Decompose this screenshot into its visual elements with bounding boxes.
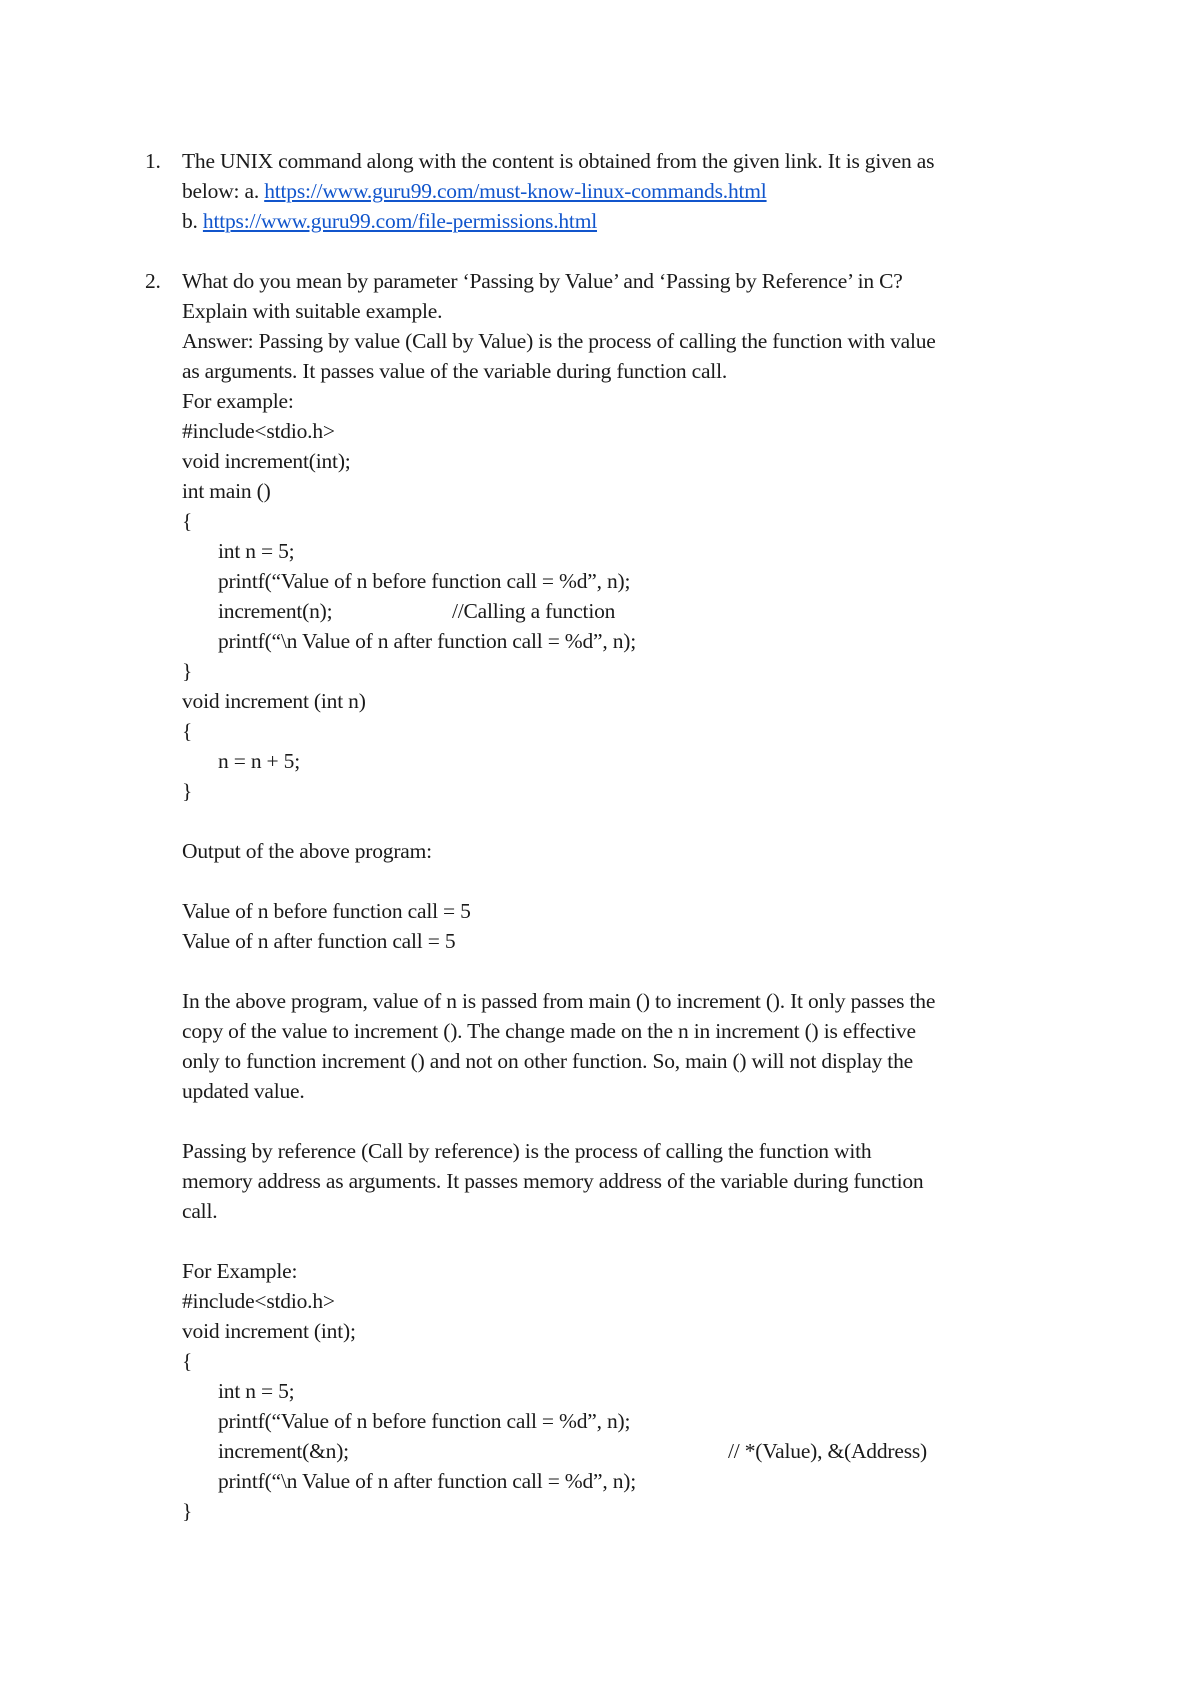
code1-line: { — [182, 509, 193, 533]
code2-line: { — [182, 1349, 193, 1373]
question-line2: Explain with suitable example. — [182, 299, 443, 323]
code1-line: } — [182, 779, 193, 803]
code2-line: #include<stdio.h> — [182, 1289, 335, 1313]
code2-comment: // *(Value), &(Address) — [728, 1439, 927, 1463]
example-label: For example: — [182, 389, 294, 413]
list-number-2: 2. — [145, 269, 161, 293]
code2-line: int n = 5; — [218, 1379, 295, 1403]
output-line: Value of n before function call = 5 — [182, 899, 471, 923]
answer-line1: Answer: Passing by value (Call by Value) is the process of calling the function with value — [182, 329, 936, 353]
item1-prefix-b: b. — [182, 209, 203, 233]
code2-line: } — [182, 1499, 193, 1523]
output-label: Output of the above program: — [182, 839, 432, 863]
code1-line: void increment (int n) — [182, 689, 366, 713]
code1-line: void increment(int); — [182, 449, 351, 473]
explanation-line: In the above program, value of n is passed from main () to increment (). It only passes the — [182, 989, 936, 1013]
code1-line: #include<stdio.h> — [182, 419, 335, 443]
item1-prefix-a: below: a. — [182, 179, 265, 203]
code1-line: n = n + 5; — [218, 749, 300, 773]
code2-line: printf(“\n Value of n after function call = %d”, n); — [218, 1469, 637, 1493]
question-line1: What do you mean by parameter ‘Passing by Value’ and ‘Passing by Reference’ in C? — [182, 269, 903, 293]
link-must-know-linux-commands[interactable]: https://www.guru99.com/must-know-linux-commands.html — [264, 179, 767, 203]
reference-line: call. — [182, 1199, 218, 1223]
explanation-line: updated value. — [182, 1079, 305, 1103]
link-file-permissions[interactable]: https://www.guru99.com/file-permissions.html — [202, 209, 598, 233]
reference-line: Passing by reference (Call by reference) is the process of calling the function with — [182, 1139, 872, 1163]
code2-line: increment(&n); — [218, 1439, 349, 1463]
explanation-line: copy of the value to increment (). The change made on the n in increment () is effective — [182, 1019, 916, 1043]
code2-line: printf(“Value of n before function call = %d”, n); — [218, 1409, 631, 1433]
code2-line: void increment (int); — [182, 1319, 356, 1343]
code1-line: } — [182, 659, 193, 683]
item1-text-line3 — [182, 206, 597, 236]
list-number-1: 1. — [145, 149, 161, 173]
code1-line: printf(“\n Value of n after function call = %d”, n); — [218, 629, 637, 653]
item1-text-line2 — [182, 176, 767, 206]
item1-text-line1: The UNIX command along with the content is obtained from the given link. It is given as — [182, 149, 935, 173]
example2-label: For Example: — [182, 1259, 298, 1283]
code1-line: printf(“Value of n before function call = %d”, n); — [218, 569, 631, 593]
code1-comment: //Calling a function — [452, 599, 616, 623]
reference-line: memory address as arguments. It passes memory address of the variable during function — [182, 1169, 924, 1193]
code1-line: int n = 5; — [218, 539, 295, 563]
answer-line2: as arguments. It passes value of the variable during function call. — [182, 359, 728, 383]
code1-line: { — [182, 719, 193, 743]
output-line: Value of n after function call = 5 — [182, 929, 456, 953]
code1-line: increment(n); — [218, 599, 333, 623]
explanation-line: only to function increment () and not on other function. So, main () will not display the — [182, 1049, 913, 1073]
code1-line: int main () — [182, 479, 271, 503]
